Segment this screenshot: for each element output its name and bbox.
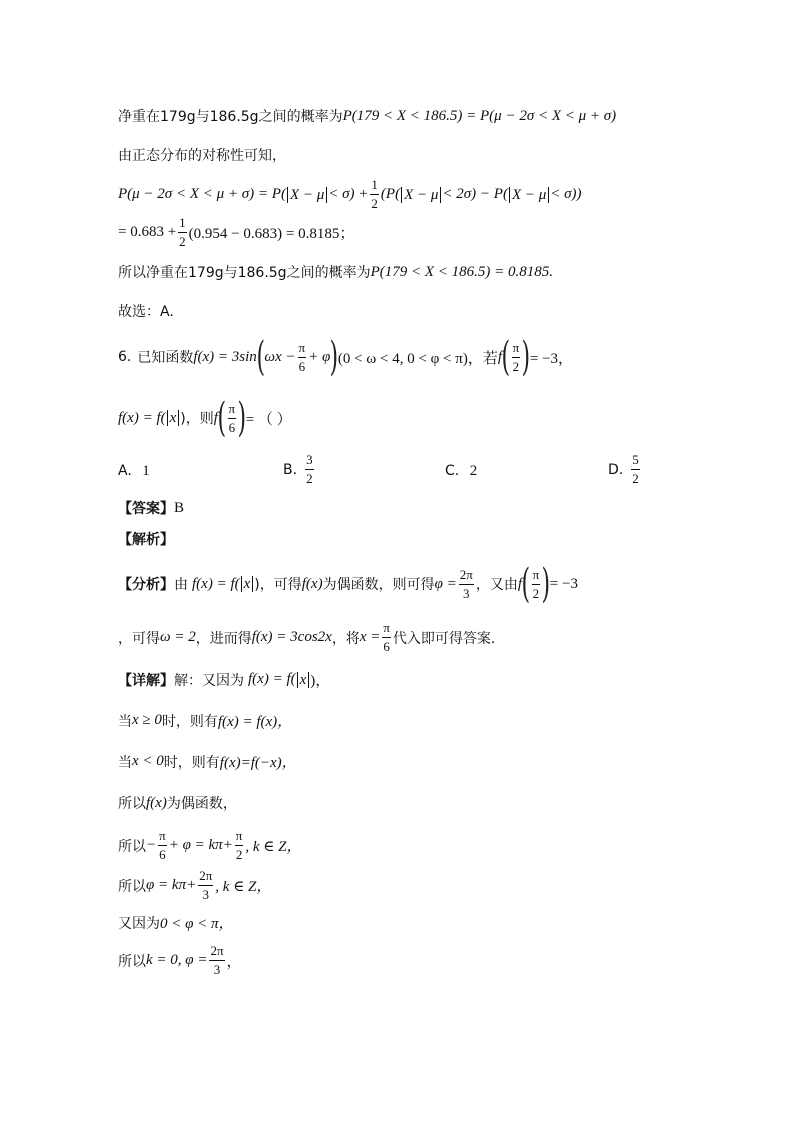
pi-over-six-fraction — [382, 620, 391, 655]
analysis-line-2 — [118, 620, 495, 655]
abs-x: x — [297, 672, 310, 688]
fraction-numerator: π — [298, 339, 306, 355]
left-paren: ( — [256, 334, 265, 380]
left-paren: ( — [217, 395, 227, 441]
fraction-denominator: 3 — [213, 962, 221, 977]
fraction-numerator: 2π — [210, 943, 224, 958]
fraction-bar — [198, 885, 213, 886]
pi-over-two-fraction — [532, 567, 541, 602]
right-paren: ) — [521, 334, 531, 380]
fraction-denominator: 2 — [632, 471, 639, 486]
analysis-text: 为偶函数，则可得 — [322, 577, 435, 593]
fraction-denominator: 6 — [228, 419, 236, 435]
half-fraction — [370, 177, 379, 212]
abs-value-1: X − μ — [287, 187, 327, 203]
fraction-bar — [382, 637, 391, 638]
probability-text: 净重在179g与186.5g之间的概率为 — [118, 109, 343, 125]
conclusion-formula: P(179 < X < 186.5) = 0.8185. — [370, 263, 554, 280]
detail-text: )， — [310, 673, 331, 689]
fraction-denominator: 6 — [298, 358, 306, 374]
fraction-numerator: π — [159, 828, 166, 843]
right-paren: ) — [541, 561, 551, 607]
fraction-denominator: 2 — [532, 585, 540, 601]
fraction-numerator: 1 — [371, 177, 378, 192]
fraction-numerator: π — [228, 400, 236, 416]
analysis-text: )，可得 — [254, 577, 302, 593]
computation-line — [118, 215, 354, 250]
conclusion-text: 所以净重在179g与186.5g之间的概率为 — [118, 265, 371, 281]
option-a-label: A. — [118, 463, 132, 479]
analysis-text: ，又由 — [475, 577, 518, 593]
option-c-value: 2 — [469, 463, 478, 479]
expansion-mid1: < σ) + — [328, 186, 369, 202]
fraction-denominator: 3 — [202, 887, 209, 902]
abs-value-2: X − μ — [401, 187, 441, 203]
two-pi-over-three-fraction — [209, 943, 224, 978]
option-a[interactable] — [118, 463, 150, 480]
detail-label: 【详解】 — [118, 672, 174, 689]
fraction-numerator: π — [235, 828, 243, 843]
even-condition: f(x) = f( — [192, 575, 240, 592]
cosine-function: f(x) = 3cos2x — [251, 629, 332, 645]
then-text: )，则 — [180, 411, 214, 427]
symmetry-text: 由正态分布的对称性可知， — [118, 148, 286, 164]
two-pi-over-three-fraction — [198, 868, 213, 903]
option-c-label: C. — [445, 463, 460, 479]
parameter-conditions: (0 < ω < 4, 0 < φ < π)，若 — [337, 350, 498, 367]
fraction-denominator: 6 — [159, 847, 166, 862]
function-expression: f(x) — [146, 794, 167, 811]
k-phi-values: k = 0, φ = — [146, 952, 208, 968]
answer-value: B — [174, 499, 185, 516]
option-d[interactable] — [608, 452, 642, 487]
analysis-text: ，进而得 — [195, 630, 252, 647]
detail-line-7 — [118, 912, 234, 933]
detail-line-1 — [118, 669, 330, 690]
fraction-bar — [228, 418, 237, 419]
detail-text: 所以 — [118, 838, 146, 855]
probability-formula: P(179 < X < 186.5) = P(μ − 2σ < X < μ + σ) — [342, 107, 617, 124]
fraction-numerator: 2π — [199, 868, 213, 883]
option-b-label: B. — [283, 461, 298, 478]
fraction-denominator: 6 — [383, 639, 390, 654]
inner-expression-a: ωx − — [264, 348, 296, 365]
detail-text: 为偶函数， — [166, 796, 237, 812]
detail-text: 所以 — [118, 953, 146, 970]
pi-over-six-fraction — [228, 401, 237, 436]
analysis-line-1 — [118, 561, 578, 607]
function-symbol: f — [497, 348, 503, 365]
fraction-numerator: 2π — [459, 566, 473, 582]
expansion-left: P(μ − 2σ < X < μ + σ) = P( — [118, 186, 286, 202]
detail-text: 所以 — [118, 878, 146, 895]
fraction-denominator: 2 — [306, 471, 313, 486]
analysis-text: 代入即可得答案. — [392, 630, 496, 647]
function-value: = −3 — [549, 575, 578, 592]
fraction-denominator: 2 — [179, 234, 186, 249]
abs-x: x — [241, 576, 254, 592]
left-paren: ( — [521, 561, 531, 607]
symmetry-line — [118, 145, 286, 165]
function-definition: f(x) = 3sin — [193, 348, 257, 365]
detail-text: ， — [226, 954, 242, 970]
right-paren: ) — [237, 395, 247, 441]
question-stem — [118, 334, 573, 380]
detail-line-8 — [118, 943, 242, 978]
detail-line-6 — [118, 868, 271, 903]
expansion-end: < σ)) — [550, 186, 582, 202]
function-symbol: f — [517, 575, 522, 592]
fraction-numerator: π — [512, 339, 520, 355]
pi-over-two-fraction — [235, 828, 244, 863]
detail-formula: f(x)=f(−x)， — [219, 755, 297, 771]
inner-expression-b: + φ — [308, 348, 331, 365]
detail-formula: + φ = kπ+ — [168, 837, 233, 853]
function-value: = −3， — [529, 350, 573, 367]
analysis-text: ，可得 — [118, 630, 160, 647]
integer-condition: , k ∈ Z， — [245, 839, 302, 855]
detail-text: 所以 — [118, 796, 146, 812]
probability-line — [118, 106, 616, 126]
detail-text: 又因为 — [118, 915, 160, 932]
pi-over-two-fraction — [512, 340, 521, 375]
two-pi-over-three-fraction — [459, 567, 474, 602]
question-stem-text: 已知函数 — [137, 350, 194, 366]
detail-line-4 — [118, 793, 237, 813]
option-c[interactable] — [445, 463, 477, 480]
phi-formula: φ = kπ+ — [146, 877, 197, 893]
detail-line-2 — [118, 710, 292, 731]
fraction-numerator: 3 — [306, 452, 313, 467]
detail-line-5 — [118, 828, 301, 863]
abs-value-3: X − μ — [509, 187, 549, 203]
fraction-bar — [370, 194, 379, 195]
fraction-bar — [235, 845, 244, 846]
analysis-from: 由 — [174, 577, 188, 593]
option-a-value: 1 — [142, 463, 150, 479]
fraction-bar — [532, 584, 541, 585]
fraction-bar — [305, 469, 314, 470]
fraction-bar — [158, 845, 167, 846]
fraction-bar — [631, 469, 640, 470]
question-number: 6. — [118, 349, 132, 365]
omega-value: ω = 2 — [160, 629, 196, 645]
computation-right: (0.954 − 0.683) = 0.8185； — [188, 226, 355, 242]
answer-label: 【答案】 — [118, 501, 174, 517]
half-fraction — [178, 215, 187, 250]
fraction-numerator: 1 — [179, 215, 186, 230]
even-condition: f(x) = f( — [118, 409, 166, 426]
fraction-denominator: 2 — [512, 358, 520, 374]
fraction-denominator: 3 — [463, 585, 470, 601]
detail-text: 解：又因为 — [174, 672, 244, 689]
detail-formula: f(x) = f(x)， — [217, 714, 293, 730]
fraction-bar — [178, 232, 187, 233]
answer-blank: = （ ） — [245, 411, 292, 428]
pi-over-six-fraction — [298, 340, 307, 375]
phi-range: 0 < φ < π， — [160, 916, 234, 932]
pi-over-six-fraction — [158, 828, 167, 863]
detail-text: 当 — [118, 713, 132, 730]
expansion-line — [118, 177, 582, 212]
function-expression: f(x) — [301, 575, 323, 592]
analysis-header: 【解析】 — [118, 532, 174, 548]
option-b[interactable] — [283, 452, 316, 487]
condition-negative: x < 0 — [132, 753, 164, 769]
right-paren: ) — [329, 334, 339, 380]
minus-sign: − — [146, 837, 157, 853]
phi-expression: φ = — [434, 575, 457, 592]
detail-line-3 — [118, 751, 297, 772]
analysis-text: ，将 — [331, 630, 360, 647]
condition-nonnegative: x ≥ 0 — [132, 712, 162, 728]
detail-text: 时，则有 — [161, 713, 218, 730]
choice-line — [118, 301, 174, 321]
analysis-header-line — [118, 529, 174, 549]
abs-x: x — [167, 410, 180, 426]
expansion-mid2: (P( — [380, 186, 401, 202]
fraction-denominator: 2 — [371, 196, 378, 211]
integer-condition: , k ∈ Z， — [215, 879, 272, 895]
fraction-bar — [298, 357, 307, 358]
conclusion-line — [118, 262, 553, 282]
question-condition — [118, 395, 292, 441]
fraction-bar — [459, 584, 474, 585]
left-paren: ( — [501, 334, 511, 380]
fraction-numerator: π — [383, 620, 390, 635]
function-symbol: f — [213, 409, 218, 426]
detail-text: 当 — [118, 754, 132, 771]
analysis-label: 【分析】 — [118, 577, 174, 593]
fraction-numerator: 5 — [632, 452, 639, 467]
detail-text: 时，则有 — [163, 754, 220, 771]
option-d-label: D. — [608, 461, 624, 478]
answer-line — [118, 498, 184, 518]
fraction-bar — [209, 960, 224, 961]
x-equals: x = — [359, 629, 381, 645]
fraction-denominator: 2 — [235, 847, 243, 862]
even-condition: f(x) = f( — [248, 671, 296, 687]
expansion-mid3: < 2σ) − P( — [442, 186, 508, 202]
fraction-bar — [512, 357, 521, 358]
option-b-fraction — [305, 452, 314, 487]
choice-text: 故选：A. — [118, 304, 174, 320]
computation-left: = 0.683 + — [118, 224, 177, 240]
option-d-fraction — [631, 452, 640, 487]
fraction-numerator: π — [532, 566, 540, 582]
